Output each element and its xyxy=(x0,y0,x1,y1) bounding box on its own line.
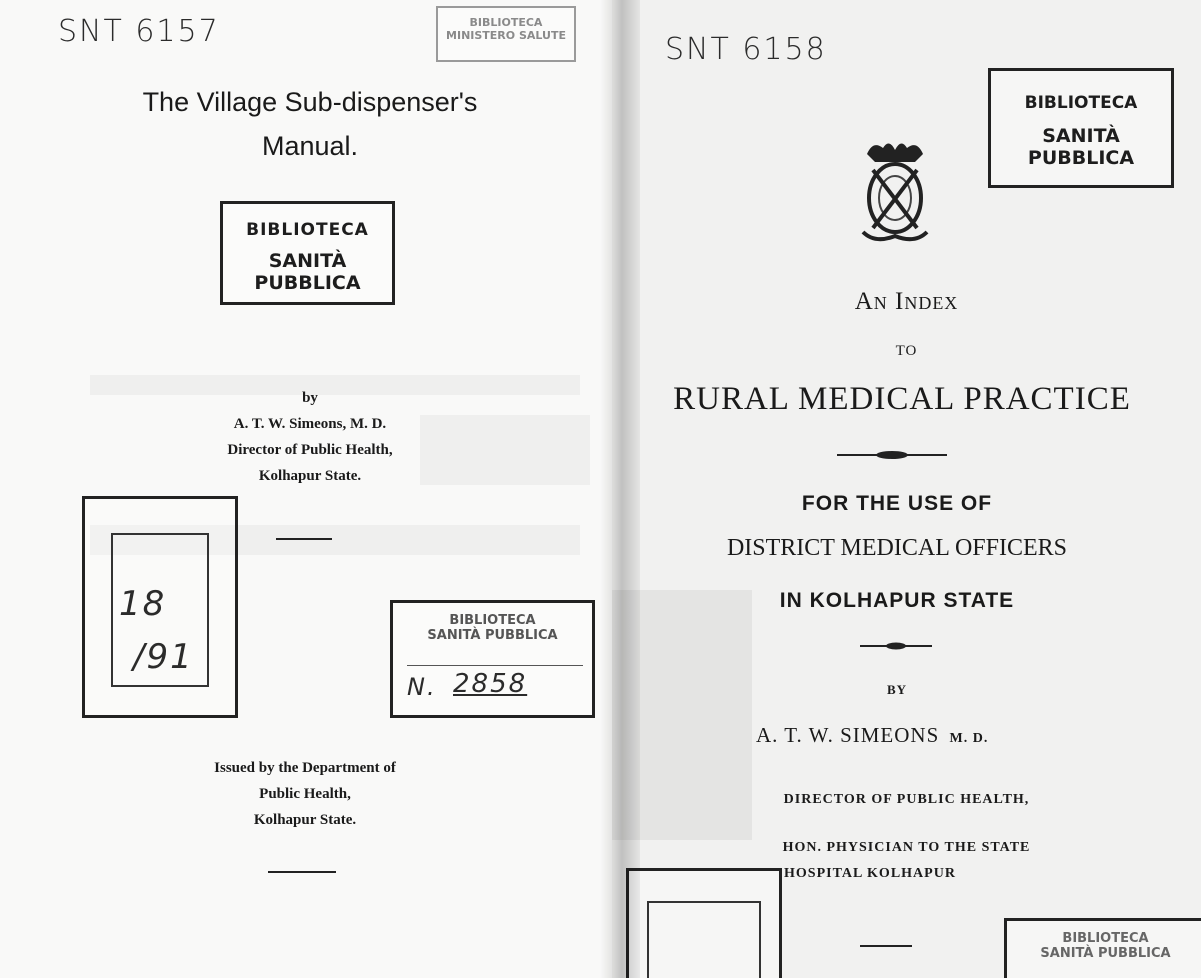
author-role: Director of Public Health, xyxy=(227,442,393,458)
issued-line-1: Issued by the Department of xyxy=(214,760,396,776)
stamp-line-1: BIBLIOTECA xyxy=(1062,931,1149,946)
issued-line-3: Kolhapur State. xyxy=(253,812,357,828)
role-line-1: DIRECTOR OF PUBLIC HEALTH, xyxy=(783,792,1030,807)
date-day: 18 xyxy=(119,584,167,624)
ornament-divider xyxy=(860,640,932,657)
by-label: by xyxy=(302,390,318,406)
author-name xyxy=(756,723,988,748)
inventory-prefix: N. xyxy=(407,673,437,701)
main-title: RURAL MEDICAL PRACTICE xyxy=(673,381,1131,417)
date-stamp xyxy=(82,496,238,718)
author-roles xyxy=(612,776,1201,872)
inventory-number: 2858 xyxy=(453,669,528,699)
author-place: Kolhapur State. xyxy=(258,468,362,484)
author-block xyxy=(60,385,560,489)
ornament-divider xyxy=(837,448,947,467)
ornament-icon xyxy=(860,640,932,652)
stamp-line-1: BIBLIOTECA xyxy=(1024,93,1138,113)
divider xyxy=(268,871,336,873)
page-title xyxy=(60,80,560,168)
inventory-stamp-partial xyxy=(1004,918,1201,978)
catalog-number: SNT 6157 xyxy=(58,14,220,49)
date-year: /91 xyxy=(133,637,194,677)
stamp-line-2: SANITÀ PUBBLICA xyxy=(1027,125,1135,169)
index-heading: An Index xyxy=(854,288,959,315)
subtitle-line-3: IN KOLHAPUR STATE xyxy=(779,589,1015,612)
stamp-line-1: BIBLIOTECA xyxy=(469,16,543,29)
subtitle-line-2: DISTRICT MEDICAL OFFICERS xyxy=(726,535,1068,561)
coat-of-arms-emblem xyxy=(855,136,935,246)
right-page xyxy=(612,0,1201,978)
ornament-icon xyxy=(837,448,947,462)
role-line-2: HON. PHYSICIAN TO THE STATE xyxy=(782,840,1031,855)
divider xyxy=(860,945,912,947)
by-label: BY xyxy=(886,682,908,697)
stamp-line-2: SANITÀ PUBBLICA xyxy=(1040,946,1171,961)
stamp-line-2: MINISTERO SALUTE xyxy=(446,29,566,42)
author-name: A. T. W. Simeons, M. D. xyxy=(233,416,387,432)
title-line-1: The Village Sub-dispenser's xyxy=(142,87,478,117)
stamp-line-2: SANITÀ PUBBLICA xyxy=(254,250,361,294)
divider xyxy=(276,538,332,540)
coat-of-arms-icon xyxy=(855,136,935,246)
author-name-text: A. T. W. SIMEONS xyxy=(756,723,940,747)
inventory-stamp xyxy=(390,600,595,718)
date-stamp-inner xyxy=(647,901,761,978)
author-suffix: M. D. xyxy=(949,731,989,746)
subtitle-line-1: FOR THE USE OF xyxy=(801,492,993,515)
stamp-divider xyxy=(407,665,583,666)
date-stamp-partial xyxy=(626,868,782,978)
issued-line-2: Public Health, xyxy=(259,786,351,802)
stamp-line-2: SANITÀ PUBBLICA xyxy=(427,628,558,643)
catalog-number: SNT 6158 xyxy=(665,32,827,67)
library-stamp xyxy=(220,201,395,305)
title-line-2: Manual. xyxy=(261,131,359,161)
library-stamp xyxy=(988,68,1174,188)
stamp-line-1: BIBLIOTECA xyxy=(246,220,369,240)
to-label: TO xyxy=(895,343,918,359)
stamp-line-1: BIBLIOTECA xyxy=(449,613,536,628)
library-stamp-faint xyxy=(436,6,576,62)
issued-block xyxy=(60,755,550,833)
role-line-3: HOSPITAL KOLHAPUR xyxy=(784,866,956,881)
